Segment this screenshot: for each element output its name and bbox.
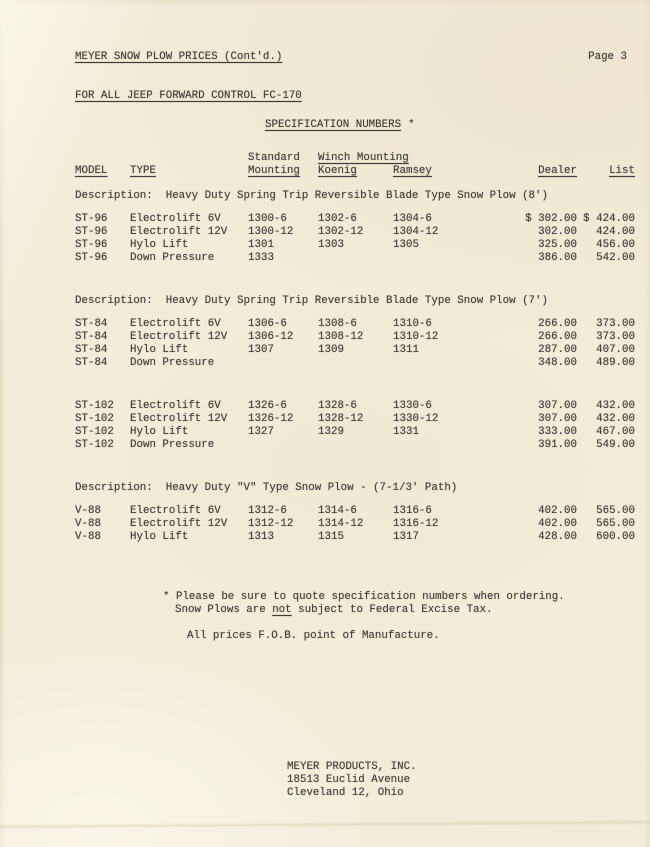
col-header-model: MODEL [75, 165, 108, 177]
cell-model: V-88 [75, 531, 101, 543]
table-row [75, 518, 635, 531]
cell-standard-mounting [248, 439, 318, 452]
cell-list-price: 467.00 [596, 426, 635, 438]
emphasized-not: not [272, 604, 292, 616]
cell-standard-mounting: 1333 [248, 252, 274, 264]
price-section [75, 190, 635, 265]
vehicle-model-heading: FOR ALL JEEP FORWARD CONTROL FC-170 [75, 90, 302, 102]
table-row [75, 531, 635, 544]
cell-ramsey: 1310-6 [393, 318, 432, 330]
footnotes [163, 591, 635, 643]
footnote-asterisk: * [408, 119, 415, 131]
cell-koenig: 1328-12 [318, 413, 364, 425]
cell-ramsey [393, 357, 465, 370]
cell-koenig: 1314-6 [318, 505, 357, 517]
cell-model: V-88 [75, 505, 101, 517]
cell-dealer-price: 402.00 [538, 505, 577, 517]
spec-table-body [75, 190, 635, 544]
table-row [75, 426, 635, 439]
cell-dealer-price: 302.00 [538, 226, 577, 238]
cell-ramsey: 1311 [393, 344, 419, 356]
cell-koenig: 1303 [318, 239, 344, 251]
spec-table-header [75, 152, 635, 178]
cell-koenig: 1308-12 [318, 331, 364, 343]
cell-model: ST-84 [75, 318, 108, 330]
cell-ramsey: 1330-12 [393, 413, 439, 425]
cell-dealer-price: 307.00 [538, 413, 577, 425]
cell-ramsey: 1316-12 [393, 518, 439, 530]
table-row [75, 400, 635, 413]
table-row [75, 213, 635, 226]
page-number: Page 3 [588, 51, 627, 63]
cell-ramsey [393, 439, 465, 452]
cell-model: ST-96 [75, 239, 108, 251]
cell-list-price: 565.00 [596, 518, 635, 530]
cell-type: Hylo Lift [130, 239, 189, 251]
cell-list-price: 373.00 [596, 318, 635, 330]
section-description: Description: Heavy Duty "V" Type Snow Plow - (7-1/3' Path) [75, 482, 458, 494]
col-header-koenig: Koenig [318, 165, 357, 177]
cell-dealer-price: 266.00 [538, 331, 577, 343]
cell-standard-mounting: 1326-12 [248, 413, 294, 425]
table-row [75, 344, 635, 357]
cell-dealer-price: 386.00 [538, 252, 577, 264]
cell-dealer-price: 307.00 [538, 400, 577, 412]
cell-list-price: 549.00 [596, 439, 635, 451]
table-row [75, 413, 635, 426]
document-title: MEYER SNOW PLOW PRICES (Cont'd.) [75, 51, 283, 63]
cell-standard-mounting: 1306-6 [248, 318, 287, 330]
cell-standard-mounting: 1312-12 [248, 518, 294, 530]
cell-standard-mounting: 1300-6 [248, 213, 287, 225]
table-row [75, 331, 635, 344]
section-description: Description: Heavy Duty Spring Trip Reversible Blade Type Snow Plow (8') [75, 190, 548, 202]
table-header-row-top [75, 152, 635, 165]
cell-type: Electrolift 6V [130, 505, 221, 517]
cell-koenig: 1314-12 [318, 518, 364, 530]
cell-standard-mounting: 1300-12 [248, 226, 294, 238]
section-rows [75, 213, 635, 265]
cell-dealer-price: 287.00 [538, 344, 577, 356]
cell-koenig: 1328-6 [318, 400, 357, 412]
cell-standard-mounting: 1307 [248, 344, 274, 356]
cell-model: ST-102 [75, 439, 114, 451]
cell-standard-mounting: 1312-6 [248, 505, 287, 517]
cell-koenig: 1329 [318, 426, 344, 438]
cell-standard-mounting: 1313 [248, 531, 274, 543]
company-address-block [287, 761, 635, 800]
cell-dealer-price: $ 302.00 [525, 213, 577, 225]
cell-standard-mounting: 1301 [248, 239, 274, 251]
cell-model: ST-96 [75, 213, 108, 225]
cell-type: Down Pressure [130, 252, 215, 264]
cell-dealer-price: 428.00 [538, 531, 577, 543]
col-header-type: TYPE [130, 165, 156, 177]
cell-list-price: 432.00 [596, 413, 635, 425]
price-section [75, 400, 635, 452]
cell-model: ST-102 [75, 426, 114, 438]
cell-model: ST-84 [75, 344, 108, 356]
cell-list-price: 424.00 [596, 226, 635, 238]
cell-type: Electrolift 6V [130, 318, 221, 330]
cell-list-price: 373.00 [596, 331, 635, 343]
cell-type: Down Pressure [130, 357, 215, 369]
col-header-winch-mounting: Winch Mounting [318, 152, 409, 164]
cell-dealer-price: 348.00 [538, 357, 577, 369]
footnote-fob: All prices F.O.B. point of Manufacture. [187, 630, 440, 642]
cell-list-price: 407.00 [596, 344, 635, 356]
spec-numbers-heading: SPECIFICATION NUMBERS * [265, 119, 415, 131]
table-header-row-bottom [75, 165, 635, 178]
cell-list-price: $ 424.00 [583, 213, 635, 225]
cell-dealer-price: 333.00 [538, 426, 577, 438]
col-header-ramsey: Ramsey [393, 165, 432, 177]
cell-list-price: 565.00 [596, 505, 635, 517]
table-row [75, 505, 635, 518]
cell-ramsey [393, 252, 465, 265]
cell-model: ST-84 [75, 331, 108, 343]
cell-standard-mounting: 1326-6 [248, 400, 287, 412]
cell-list-price: 542.00 [596, 252, 635, 264]
cell-model: ST-96 [75, 226, 108, 238]
cell-standard-mounting [248, 357, 318, 370]
cell-type: Electrolift 12V [130, 331, 228, 343]
table-row [75, 357, 635, 370]
cell-model: ST-102 [75, 413, 114, 425]
footnote-ordering: * Please be sure to quote specification numbers when ordering. [163, 591, 565, 603]
cell-type: Hylo Lift [130, 531, 189, 543]
cell-ramsey: 1304-12 [393, 226, 439, 238]
cell-model: ST-96 [75, 252, 108, 264]
cell-type: Electrolift 12V [130, 226, 228, 238]
cell-dealer-price: 325.00 [538, 239, 577, 251]
cell-koenig: 1315 [318, 531, 344, 543]
cell-list-price: 456.00 [596, 239, 635, 251]
cell-koenig [318, 439, 393, 452]
footnote-excise-tax: Snow Plows are not subject to Federal Excise Tax. [175, 604, 493, 616]
cell-type: Electrolift 12V [130, 413, 228, 425]
cell-model: ST-102 [75, 400, 114, 412]
price-section [75, 295, 635, 370]
cell-type: Down Pressure [130, 439, 215, 451]
col-header-dealer: Dealer [538, 165, 577, 177]
cell-standard-mounting: 1306-12 [248, 331, 294, 343]
col-header-standard-top: Standard [248, 152, 300, 164]
table-row [75, 226, 635, 239]
cell-type: Electrolift 6V [130, 400, 221, 412]
cell-type: Hylo Lift [130, 426, 189, 438]
table-row [75, 252, 635, 265]
table-row [75, 239, 635, 252]
price-section [75, 482, 635, 544]
cell-type: Electrolift 6V [130, 213, 221, 225]
col-header-standard-bottom: Mounting [248, 165, 300, 177]
cell-list-price: 489.00 [596, 357, 635, 369]
cell-list-price: 600.00 [596, 531, 635, 543]
cell-type: Electrolift 12V [130, 518, 228, 530]
cell-koenig [318, 252, 393, 265]
section-description: Description: Heavy Duty Spring Trip Reversible Blade Type Snow Plow (7') [75, 295, 548, 307]
company-name: MEYER PRODUCTS, INC. [287, 761, 417, 773]
cell-type: Hylo Lift [130, 344, 189, 356]
cell-ramsey: 1305 [393, 239, 419, 251]
company-city: Cleveland 12, Ohio [287, 787, 404, 799]
cell-dealer-price: 402.00 [538, 518, 577, 530]
cell-koenig: 1302-12 [318, 226, 364, 238]
col-header-list: List [609, 165, 635, 177]
cell-standard-mounting: 1327 [248, 426, 274, 438]
section-rows [75, 505, 635, 544]
cell-koenig: 1302-6 [318, 213, 357, 225]
cell-koenig [318, 357, 393, 370]
cell-ramsey: 1317 [393, 531, 419, 543]
cell-ramsey: 1310-12 [393, 331, 439, 343]
cell-ramsey: 1330-6 [393, 400, 432, 412]
cell-model: V-88 [75, 518, 101, 530]
document-header [75, 51, 635, 64]
table-row [75, 318, 635, 331]
cell-model: ST-84 [75, 357, 108, 369]
cell-dealer-price: 391.00 [538, 439, 577, 451]
cell-koenig: 1309 [318, 344, 344, 356]
company-street: 18513 Euclid Avenue [287, 774, 411, 786]
cell-ramsey: 1304-6 [393, 213, 432, 225]
cell-dealer-price: 266.00 [538, 318, 577, 330]
section-rows [75, 400, 635, 452]
cell-list-price: 432.00 [596, 400, 635, 412]
table-row [75, 439, 635, 452]
cell-ramsey: 1331 [393, 426, 419, 438]
cell-ramsey: 1316-6 [393, 505, 432, 517]
cell-koenig: 1308-6 [318, 318, 357, 330]
section-rows [75, 318, 635, 370]
